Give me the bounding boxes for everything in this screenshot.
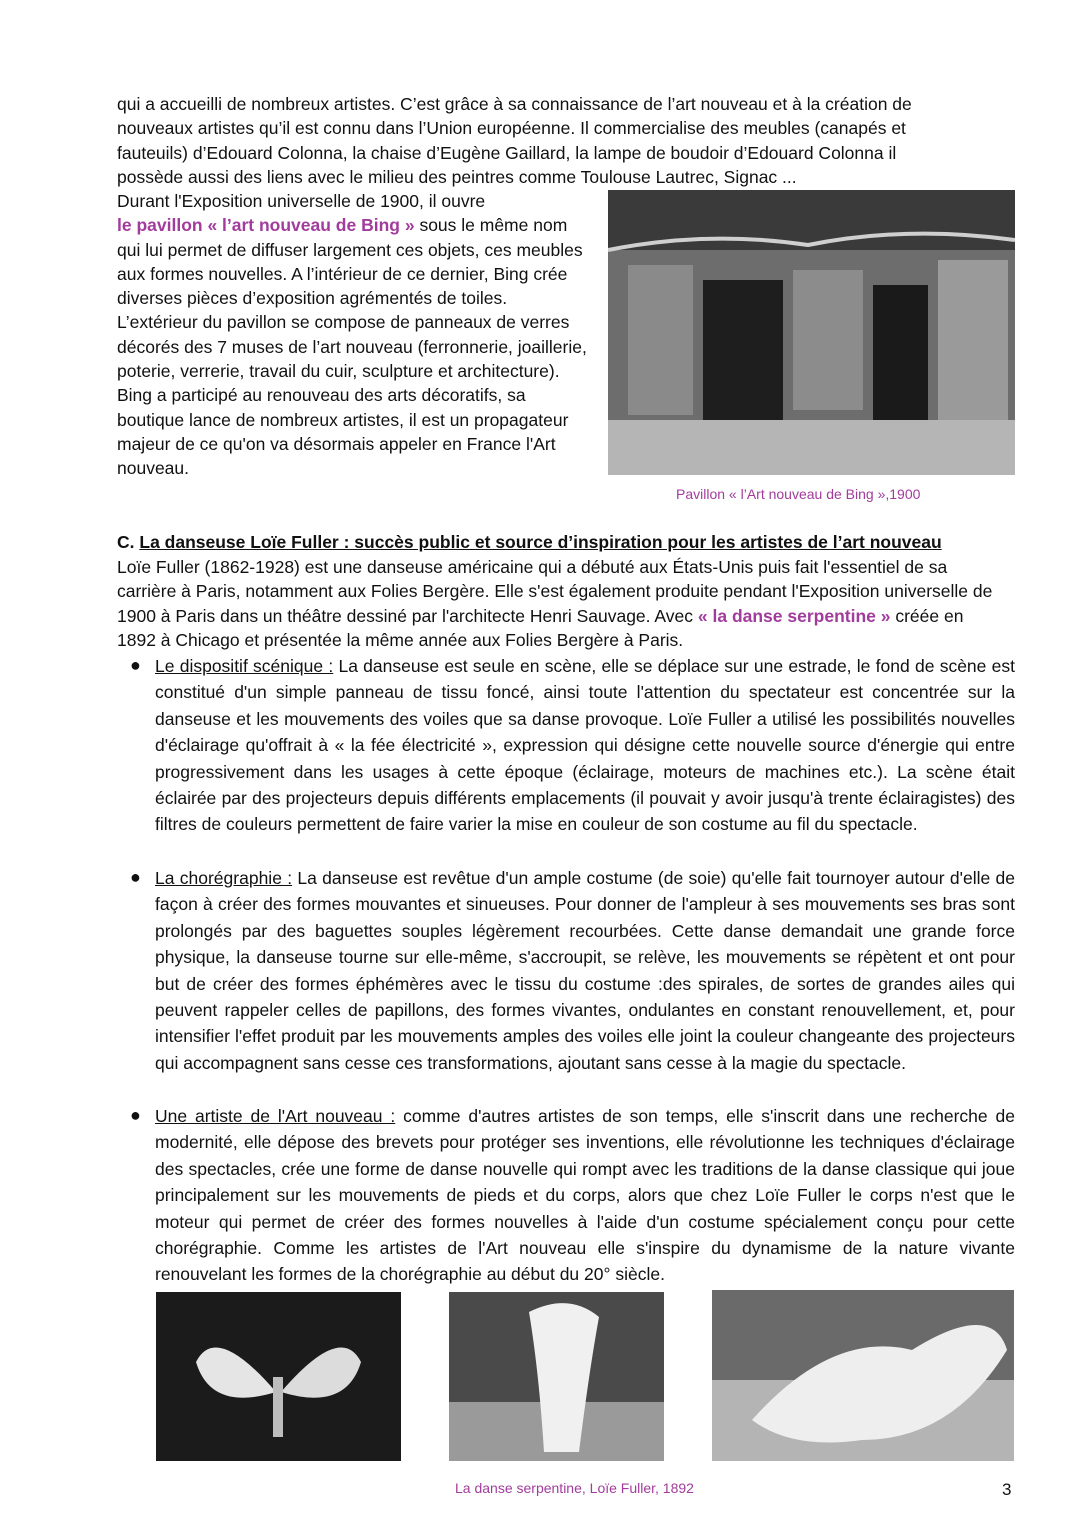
pavillon-paragraph — [117, 189, 592, 481]
intro-line: nouveaux artistes qu’il est connu dans l’Union européenne. Il commercialise des meubles (canapés et — [117, 118, 906, 139]
section-intro — [117, 555, 1007, 652]
dance-photo-1 — [156, 1292, 401, 1461]
bullet-label: Le dispositif scénique : — [155, 656, 334, 676]
bottom-caption: La danse serpentine, Loïe Fuller, 1892 — [455, 1480, 694, 1496]
dance-photo-3 — [712, 1290, 1014, 1461]
section-heading — [117, 530, 1017, 554]
bullet-label: La chorégraphie : — [155, 868, 293, 888]
page-number: 3 — [1002, 1480, 1012, 1499]
intro-line: possède aussi des liens avec le milieu des peintres comme Toulouse Lautrec, Signac ... — [117, 166, 797, 187]
bullet-text: La danseuse est seule en scène, elle se déplace sur une estrade, le fond de scène est constitué d'un simple panneau de tissu foncé, ainsi toute l'attention du spectateur est concentrée sur la danseuse et les mouvements des voiles que sa danse provoque. Loïe Fuller a utilisé les possibilités nouvelles d'éclairage qu'offrait à « la fée électricité », expression qui désigne cette nouvelle source d'énergie qui entre progressivement dans les usages à cette époque (éclairage, moteurs de machines etc.). La scène était éclairée par des projecteurs depuis différents emplacements (il pouvait y avoir jusqu'à trente éclairagistes) des filtres de couleurs permettent de faire varier la mise en couleur de son costume au fil du spectacle. — [155, 656, 1015, 835]
bullet-text: comme d'autres artistes de son temps, elle s'inscrit dans une recherche de modernité, elle dépose des brevets pour protéger ses inventions, elle révolutionne les techniques d'éclairage des spectacles, crée une forme de danse nouvelle qui rompt avec les traditions de la danse classique qui joue principalement sur les mouvements de pieds et du corps, alors que chez Loïe Fuller le corps n'est que le moteur qui permet de créer des formes nouvelles à l'aide d'un costume spécialement conçu pour cette chorégraphie. Comme les artistes de l'Art nouveau elle s'inspire du dynamisme de la nature vivante renouvelant les formes de la chorégraphie au début du 20° siècle. — [155, 1106, 1015, 1285]
bullet-item — [155, 653, 1015, 838]
bullet-dot: ● — [130, 655, 141, 675]
intro-line: qui a accueilli de nombreux artistes. C’est grâce à sa connaissance de l’art nouveau et à la création de — [117, 94, 912, 114]
section-letter: C. — [117, 532, 135, 552]
pavillon-text: Durant l'Exposition universelle de 1900, il ouvre — [117, 191, 486, 211]
bullet-item — [155, 1103, 1015, 1288]
pavillon-text: sous le même nom qui lui permet de diffuser largement ces objets, ces meubles aux formes nouvelles. A l’intérieur de ce dernier, Bing crée diverses pièces d’exposition agrémentés de toiles. L’extérieur du pavillon se compose de panneaux de verres décorés des 7 muses de l’art nouveau (ferronnerie, joaillerie, poterie, verrerie, travail du cuir, sculpture et architecture). Bing a participé au renouveau des arts décoratifs, sa boutique lance de nombreux artistes, il est un propagateur majeur de ce qu'on va désormais appeler en France l'Art nouveau. — [117, 215, 587, 479]
section-title: La danseuse Loïe Fuller : succès public et source d’inspiration pour les artistes de l’art nouveau — [139, 532, 942, 552]
pavillon-highlight: le pavillon « l’art nouveau de Bing » — [117, 215, 415, 236]
pavillon-photo — [608, 190, 1015, 475]
intro-line: fauteuils) d’Edouard Colonna, la chaise d’Eugène Gaillard, la lampe de boudoir d’Edouard Colonna il — [117, 142, 897, 163]
bullet-label: Une artiste de l'Art nouveau : — [155, 1106, 396, 1126]
section-intro-highlight: « la danse serpentine » — [697, 605, 891, 626]
bullet-dot: ● — [130, 1105, 141, 1125]
section-intro-text: créée en 1892 à Chicago et présentée la même année aux Folies Bergère à Paris. — [117, 605, 964, 650]
section-intro-text: Loïe Fuller (1862-1928) est une danseuse américaine qui a débuté aux États-Unis puis fait l'essentiel de sa carrière à Paris, notamment aux Folies Bergère. Elle s'est également produite pendant l'Exposition universelle de 1900 à Paris dans un théâtre dessiné par l'architecte Henri Sauvage. Avec — [117, 557, 993, 626]
intro-text — [117, 92, 997, 189]
pavillon-caption: Pavillon « l’Art nouveau de Bing »,1900 — [676, 486, 921, 502]
dance-photo-2 — [449, 1292, 664, 1461]
bullet-dot: ● — [130, 867, 141, 887]
bullet-text: La danseuse est revêtue d'un ample costume (de soie) qu'elle fait tournoyer autour d'elle de façon à créer des formes mouvantes et sinueuses. Pour donner de l'ampleur à ses mouvements ses bras sont prolongés par des baguettes souples légèrement recourbées. Cette danse demandait une grande force physique, la danseuse tourne sur elle-même, s'accroupit, se relève, les mouvements se répètent et ont pour but de créer des formes éphémères avec le tissu du costume :des spirales, de sortes de grandes ailes qui peuvent rappeler celles de papillons, des formes vivantes, ondulantes en constant renouvellement, et, pour intensifier l'effet produit par les mouvements amples des voiles elle joint la couleur changeante des projecteurs qui accompagnent sans cesse ces transformations, ajoutant sans cesse à la magie du spectacle. — [155, 868, 1015, 1073]
bullet-item — [155, 865, 1015, 1076]
